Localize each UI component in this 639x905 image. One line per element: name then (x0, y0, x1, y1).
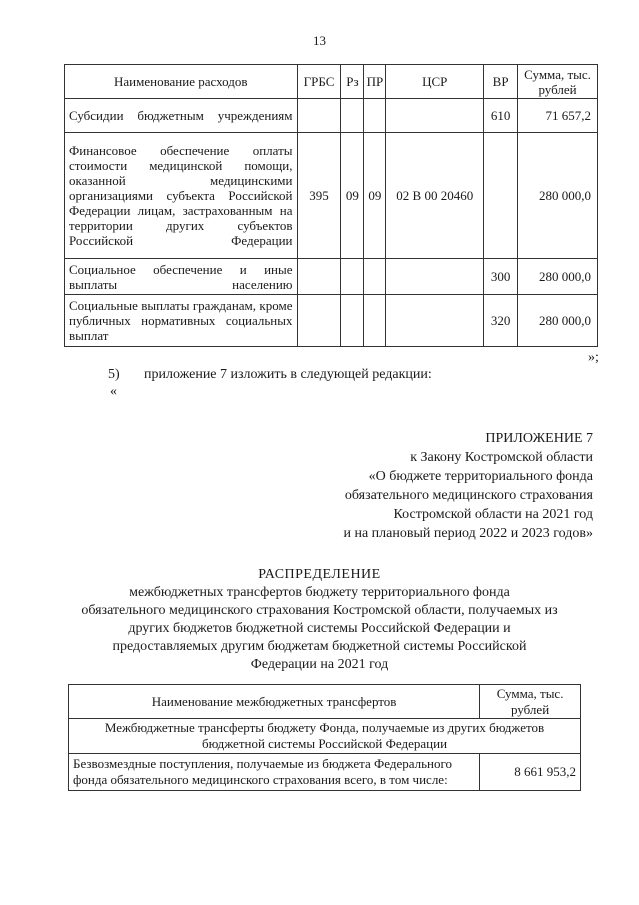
row-vr: 300 (484, 259, 518, 295)
row-name: Финансовое обеспечение оплаты стоимости медицинской помощи, оказанной медицинскими организациями субъекта Российской Федерации лицам, застрахованным на территории других субъектов Российской Федерации (65, 133, 298, 259)
distribution-line: обязательного медицинского страхования Костромской области, получаемых из (81, 603, 558, 618)
row-vr: 610 (484, 99, 518, 133)
distribution-title (0, 566, 639, 674)
page-number: 13 (313, 33, 326, 48)
appendix-line: «О бюджете территориального фонда (368, 469, 593, 484)
row-pr (364, 99, 386, 133)
table-header-row (65, 65, 598, 99)
appendix-line: Костромской области на 2021 год (393, 507, 593, 522)
row-rz (341, 295, 364, 347)
amendment-paragraph (108, 367, 432, 383)
table-row (65, 99, 598, 133)
row-csr: 02 В 00 20460 (386, 133, 484, 259)
closing-quote: »; (588, 350, 599, 365)
row-pr: 09 (364, 133, 386, 259)
paragraph-text: приложение 7 изложить в следующей редакции: (144, 367, 432, 382)
appendix-line: обязательного медицинского страхования (344, 488, 593, 503)
header-transfer-name: Наименование межбюджетных трансфертов (69, 685, 480, 719)
expenses-table (64, 64, 598, 347)
header-transfer-sum: Сумма, тыс. рублей (480, 685, 581, 719)
row-sum: 8 661 953,2 (480, 754, 581, 791)
row-pr (364, 295, 386, 347)
row-vr: 320 (484, 295, 518, 347)
row-rz (341, 99, 364, 133)
row-grbs (297, 295, 341, 347)
row-sum: 280 000,0 (518, 295, 598, 347)
row-rz (341, 259, 364, 295)
section-title: Межбюджетные трансферты бюджету Фонда, получаемые из других бюджетов бюджетной системы Российской Федерации (69, 719, 581, 754)
row-rz: 09 (341, 133, 364, 259)
row-csr (386, 295, 484, 347)
transfers-table (68, 684, 581, 791)
row-sum: 71 657,2 (518, 99, 598, 133)
row-grbs (297, 99, 341, 133)
distribution-line: предоставляемых другим бюджетам бюджетной системы Российской (112, 639, 527, 654)
appendix-title: ПРИЛОЖЕНИЕ 7 (485, 431, 593, 446)
table-row (65, 295, 598, 347)
row-csr (386, 259, 484, 295)
distribution-line: Федерации на 2021 год (250, 657, 389, 672)
header-sum: Сумма, тыс. рублей (518, 65, 598, 99)
distribution-line: других бюджетов бюджетной системы Российской Федерации и (128, 621, 511, 636)
appendix-line: к Закону Костромской области (410, 450, 593, 465)
header-rz: Рз (341, 65, 364, 99)
distribution-heading: РАСПРЕДЕЛЕНИЕ (258, 567, 381, 582)
header-pr: ПР (364, 65, 386, 99)
table-row (65, 133, 598, 259)
header-grbs: ГРБС (297, 65, 341, 99)
row-sum: 280 000,0 (518, 133, 598, 259)
header-vr: ВР (484, 65, 518, 99)
appendix-line: и на плановый период 2022 и 2023 годов» (343, 526, 593, 541)
distribution-line: межбюджетных трансфертов бюджету территориального фонда (129, 585, 510, 600)
table-header-row (69, 685, 581, 719)
table-row (69, 754, 581, 791)
table-section-row (69, 719, 581, 754)
row-grbs: 395 (297, 133, 341, 259)
row-name: Социальные выплаты гражданам, кроме публичных нормативных социальных выплат (65, 295, 298, 347)
paragraph-number: 5) (108, 367, 120, 382)
appendix-header (273, 429, 593, 543)
row-name: Субсидии бюджетным учреждениям (65, 99, 298, 133)
row-grbs (297, 259, 341, 295)
row-name: Безвозмездные поступления, получаемые из бюджета Федерального фонда обязательного медицинского страхования всего, в том числе: (69, 754, 480, 791)
row-sum: 280 000,0 (518, 259, 598, 295)
row-vr (484, 133, 518, 259)
row-name: Социальное обеспечение и иные выплаты населению (65, 259, 298, 295)
row-pr (364, 259, 386, 295)
opening-quote: « (110, 384, 117, 399)
table-row (65, 259, 598, 295)
header-name: Наименование расходов (65, 65, 298, 99)
header-csr: ЦСР (386, 65, 484, 99)
row-csr (386, 99, 484, 133)
